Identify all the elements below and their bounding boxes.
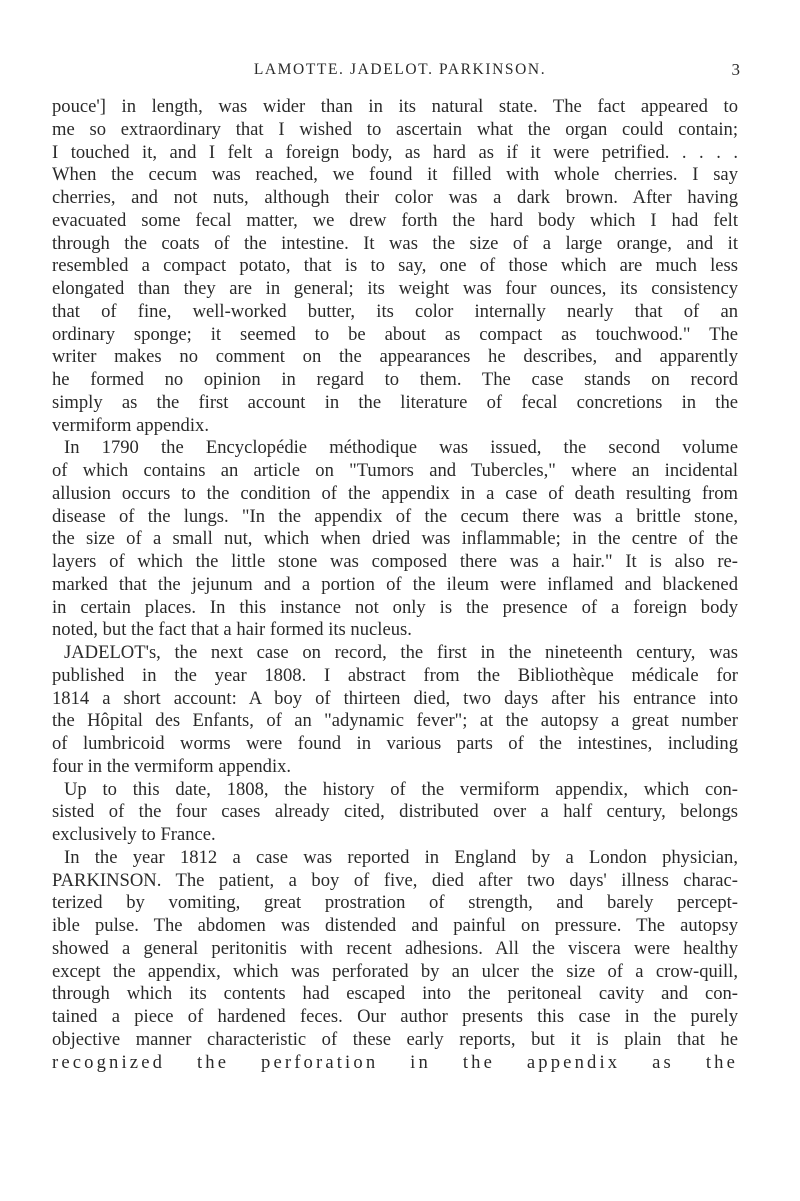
text-line: writer makes no comment on the appearances he describes, and apparently	[52, 346, 738, 368]
text-line: recognized the perforation in the appendix as the	[52, 1051, 738, 1073]
text-line: showed a general peritonitis with recent adhesions. All the viscera were healthy	[52, 937, 738, 959]
text-line: in certain places. In this instance not only is the presence of a foreign body	[52, 596, 738, 618]
text-line: When the cecum was reached, we found it filled with whole cherries. I say	[52, 164, 738, 186]
text-line: elongated than they are in general; its weight was four ounces, its consistency	[52, 278, 738, 299]
text-line: tained a piece of hardened feces. Our author presents this case in the purely	[52, 1006, 738, 1027]
text-line: cherries, and not nuts, although their color was a dark brown. After having	[52, 187, 738, 208]
text-line: that of fine, well-worked butter, its color internally nearly that of an	[52, 300, 738, 322]
text-line: vermiform appendix.	[52, 414, 209, 436]
page-number: 3	[731, 60, 740, 79]
text-line: ible pulse. The abdomen was distended and painful on pressure. The autopsy	[52, 915, 738, 936]
text-line: evacuated some fecal matter, we drew forth the hard body which I had felt	[52, 209, 738, 231]
running-title: LAMOTTE. JADELOT. PARKINSON.	[253, 61, 547, 78]
text-line: the size of a small nut, which when dried was inflammable; in the centre of the	[52, 528, 738, 550]
text-line: ordinary sponge; it seemed to be about as compact as touchwood." The	[52, 323, 738, 345]
text-line: JADELOT's, the next case on record, the first in the nineteenth century, was	[64, 642, 738, 663]
text-line: allusion occurs to the condition of the appendix in a case of death resulting from	[52, 482, 738, 504]
text-line: In 1790 the Encyclopédie méthodique was issued, the second volume	[64, 437, 738, 459]
text-line: marked that the jejunum and a portion of the ileum were inflamed and blackened	[52, 573, 738, 595]
text-line: he formed no opinion in regard to them. The case stands on record	[52, 369, 738, 390]
text-line: through the coats of the intestine. It was the size of a large orange, and it	[52, 232, 738, 254]
text-line: noted, but the fact that a hair formed its nucleus.	[52, 619, 412, 641]
text-line: terized by vomiting, great prostration of strength, and barely percept-	[52, 892, 738, 914]
text-line: published in the year 1808. I abstract from the Bibliothèque médicale for	[52, 664, 738, 686]
text-line: the Hôpital des Enfants, of an "adynamic fever"; at the autopsy a great number	[52, 710, 738, 732]
text-line: through which its contents had escaped into the peritoneal cavity and con-	[52, 983, 738, 1005]
text-line: four in the vermiform appendix.	[52, 755, 292, 777]
text-line: layers of which the little stone was composed there was a hair." It is also re-	[52, 551, 738, 572]
text-line: 1814 a short account: A boy of thirteen died, two days after his entrance into	[52, 687, 738, 709]
text-line: of lumbricoid worms were found in various parts of the intestines, including	[52, 733, 738, 754]
text-line: In the year 1812 a case was reported in England by a London physician,	[64, 846, 738, 868]
text-line: I touched it, and I felt a foreign body, as hard as if it were petrified. . . . .	[52, 141, 738, 163]
text-line: of which contains an article on "Tumors and Tubercles," where an incidental	[52, 460, 738, 481]
text-line: sisted of the four cases already cited, distributed over a half century, belongs	[52, 801, 738, 823]
running-head	[60, 58, 740, 82]
text-line: simply as the first account in the literature of fecal concretions in the	[52, 391, 738, 413]
text-line: pouce'] in length, was wider than in its natural state. The fact appeared to	[52, 96, 738, 117]
text-line: exclusively to France.	[52, 824, 216, 845]
text-line: except the appendix, which was perforated by an ulcer the size of a crow-quill,	[52, 960, 738, 982]
text-line: disease of the lungs. "In the appendix of the cecum there was a brittle stone,	[52, 505, 738, 527]
body-text	[52, 96, 738, 1074]
text-line: me so extraordinary that I wished to ascertain what the organ could contain;	[52, 118, 738, 140]
text-line: PARKINSON. The patient, a boy of five, died after two days' illness charac-	[52, 869, 738, 891]
text-line: resembled a compact potato, that is to say, one of those which are much less	[52, 255, 738, 277]
text-line: objective manner characteristic of these early reports, but it is plain that he	[52, 1028, 738, 1050]
text-line: Up to this date, 1808, the history of the vermiform appendix, which con-	[64, 778, 738, 800]
